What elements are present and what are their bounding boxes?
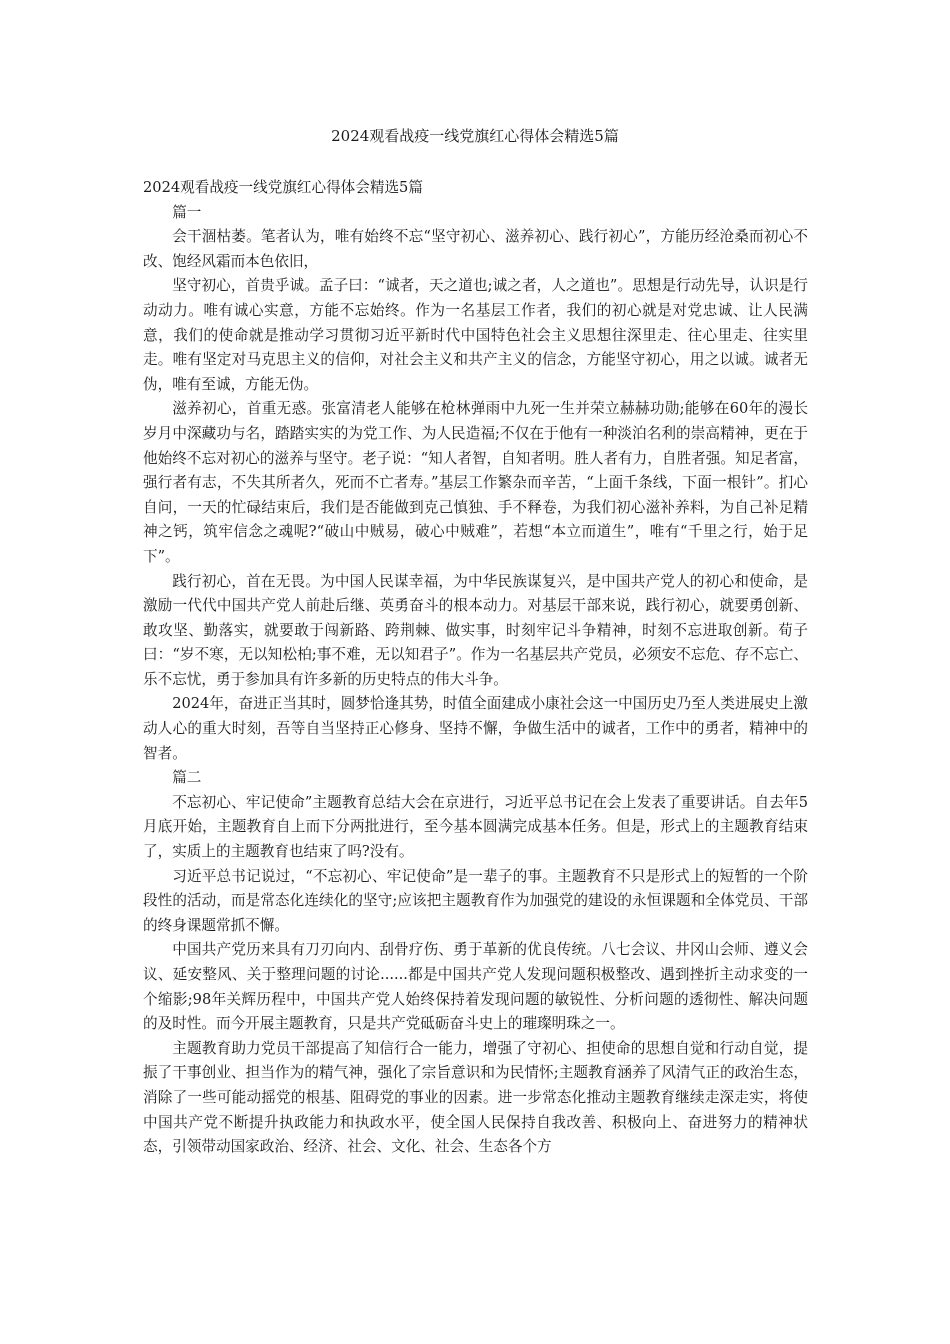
paragraph: 不忘初心、牢记使命”主题教育总结大会在京进行，习近平总书记在会上发表了重要讲话。自去年5月底开始，主题教育自上而下分两批进行，至今基本圆满完成基本任务。但是，形式上的主题教育结束了，实质上的主题教育也结束了吗?没有。 xyxy=(143,793,808,861)
paragraph: 2024年，奋进正当其时，圆梦恰逢其势，时值全面建成小康社会这一中国历史乃至人类进展史上激动人心的重大时刻，吾等自当坚持正心修身、坚持不懈，争做生活中的诚者，工作中的勇者，精神中的智者。 xyxy=(143,695,808,762)
document-subtitle: 2024观看战疫一线党旗红心得体会精选5篇 xyxy=(143,179,423,196)
section-heading: 篇一 xyxy=(172,203,202,221)
paragraph: 滋养初心，首重无惑。张富清老人能够在枪林弹雨中九死一生并荣立赫赫功勋;能够在60年的漫长岁月中深藏功与名，踏踏实实的为党工作、为人民造福;不仅在于他有一种淡泊名利的崇高精神，更在于他始终不忘对初心的滋养与坚守。老子说：“知人者智，自知者明。胜人者有力，自胜者强。知足者富，强行者有志，不失其所者久，死而不亡者寿。”基层工作繁杂而辛苦，“上面千条线，下面一根针”。扪心自问，一天的忙碌结束后，我们是否能做到克己慎独、手不释卷，为我们初心滋补养料，为自己补足精神之钙，筑牢信念之魂呢?“破山中贼易，破心中贼难”，若想“本立而道生”，唯有“千里之行，始于足下”。 xyxy=(143,400,808,565)
document-title: 2024观看战疫一线党旗红心得体会精选5篇 xyxy=(331,127,619,145)
document-body xyxy=(143,176,808,1160)
paragraph: 会干涸枯萎。笔者认为，唯有始终不忘“坚守初心、滋养初心、践行初心”，方能历经沧桑而初心不改、饱经风霜而本色依旧， xyxy=(143,228,808,270)
paragraph: 主题教育助力党员干部提高了知信行合一能力，增强了守初心、担使命的思想自觉和行动自觉，提振了干事创业、担当作为的精气神，强化了宗旨意识和为民情怀;主题教育涵养了风清气正的政治生态，消除了一些可能动摇党的根基、阻碍党的事业的因素。进一步常态化推动主题教育继续走深走实，将使中国共产党不断提升执政能力和执政水平，使全国人民保持自我改善、积极向上、奋进努力的精神状态，引领带动国家政治、经济、社会、文化、社会、生态各个方 xyxy=(143,1039,808,1156)
section-heading: 篇二 xyxy=(172,769,202,787)
paragraph: 中国共产党历来具有刀刃向内、刮骨疗伤、勇于革新的优良传统。八七会议、井冈山会师、遵义会议、延安整风、关于整理问题的讨论......都是中国共产党人发现问题积极整改、遇到挫折主动求变的一个缩影;98年关辉历程中，中国共产党人始终保持着发现问题的敏锐性、分析问题的透彻性、解决问题的及时性。而今开展主题教育，只是共产党砥砺奋斗史上的璀璨明珠之一。 xyxy=(143,941,808,1033)
paragraph: 坚守初心，首贵乎诚。孟子曰：“诚者，天之道也;诚之者，人之道也”。思想是行动先导，认识是行动动力。唯有诚心实意，方能不忘始终。作为一名基层工作者，我们的初心就是对党忠诚、让人民满意，我们的使命就是推动学习贯彻习近平新时代中国特色社会主义思想往深里走、往心里走、往实里走。唯有坚定对马克思主义的信仰，对社会主义和共产主义的信念，方能坚守初心，用之以诚。诚者无伪，唯有至诚，方能无伪。 xyxy=(143,277,808,393)
paragraph: 习近平总书记说过，“不忘初心、牢记使命”是一辈子的事。主题教育不只是形式上的短暂的一个阶段性的活动，而是常态化连续化的坚守;应该把主题教育作为加强党的建设的永恒课题和全体党员、干部的终身课题常抓不懈。 xyxy=(143,867,808,934)
paragraph: 践行初心，首在无畏。为中国人民谋幸福，为中华民族谋复兴，是中国共产党人的初心和使命，是激励一代代中国共产党人前赴后继、英勇奋斗的根本动力。对基层干部来说，践行初心，就要勇创新、敢攻坚、勤落实，就要敢于闯新路、跨荆棘、做实事，时刻牢记斗争精神，时刻不忘进取创新。荀子曰：“岁不寒，无以知松柏;事不难，无以知君子”。作为一名基层共产党员，必须安不忘危、存不忘亡、乐不忘忧，勇于参加具有许多新的历史特点的伟大斗争。 xyxy=(143,572,808,688)
